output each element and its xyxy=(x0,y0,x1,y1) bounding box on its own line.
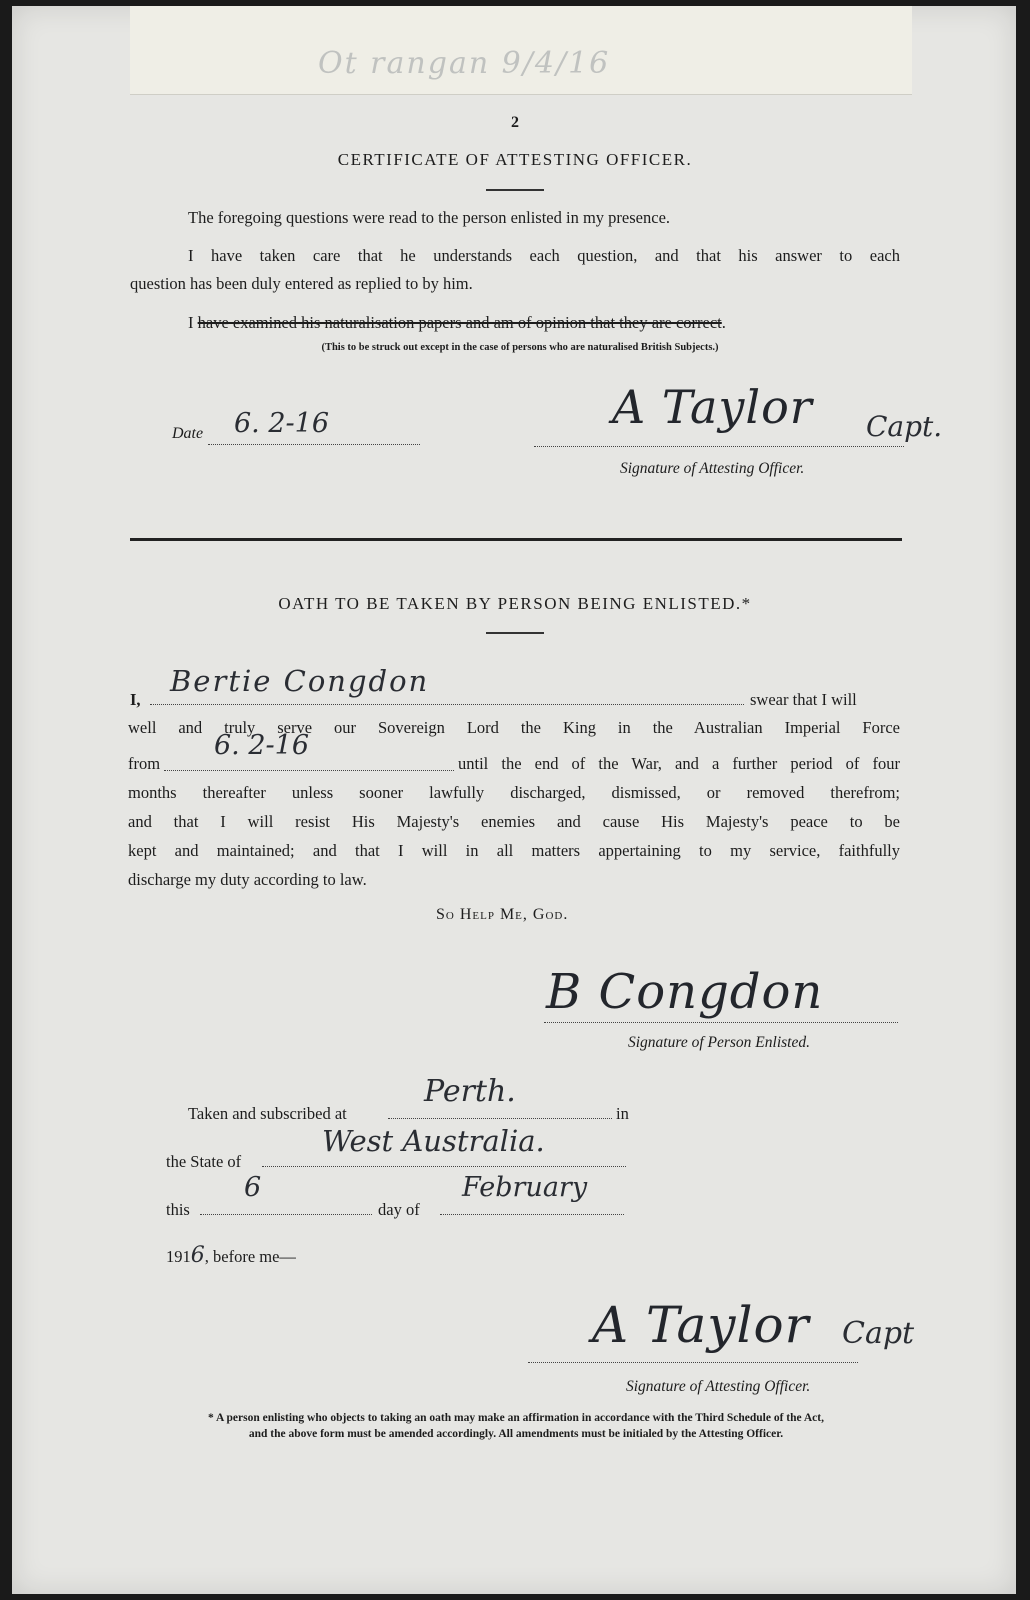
footnote-line-1: * A person enlisting who objects to taking an oath may make an affirmation in accordance with the Third Schedule of the Act, xyxy=(207,1412,824,1424)
oath-line-3: until the end of the War, and a further period of four xyxy=(458,754,900,773)
page-number: 2 xyxy=(511,114,519,131)
officer-signature: A Taylor xyxy=(612,380,813,434)
swear-text: swear that I will xyxy=(750,690,857,709)
para-3-suffix: . xyxy=(721,313,726,332)
oath-line-7: discharge my duty according to law. xyxy=(128,870,367,889)
place-handwritten: Perth. xyxy=(424,1074,516,1109)
certificate-para-3 xyxy=(188,309,726,337)
final-officer-signature: A Taylor xyxy=(592,1296,810,1354)
oath-line-5: and that I will resist His Majesty's enemies and cause His Majesty's peace to be xyxy=(128,812,900,831)
oath-line-6: kept and maintained; and that I will in all matters appertaining to my service, faithfully xyxy=(128,841,900,860)
from-label: from xyxy=(128,754,161,773)
date-label: Date xyxy=(172,425,204,442)
certificate-para-1: The foregoing questions were read to the person enlisted in my presence. xyxy=(188,208,671,227)
day-of-label: day of xyxy=(378,1200,420,1219)
year-prefix: 191 xyxy=(166,1247,191,1266)
title-divider xyxy=(486,189,544,191)
day-handwritten: 6 xyxy=(244,1172,262,1203)
oath-pronoun: I, xyxy=(130,690,141,709)
before-me-text: , before me— xyxy=(204,1247,296,1266)
state-label: the State of xyxy=(166,1152,242,1171)
taken-label: Taken and subscribed at xyxy=(188,1104,347,1123)
so-help-me-god: So Help Me, God. xyxy=(436,906,569,923)
certificate-title: CERTIFICATE OF ATTESTING OFFICER. xyxy=(337,150,693,169)
month-handwritten: February xyxy=(462,1172,588,1203)
enlistee-name: Bertie Congdon xyxy=(170,664,430,698)
oath-line-2: well and truly serve our Sovereign Lord the King in the Australian Imperial Force xyxy=(128,718,900,737)
this-label: this xyxy=(166,1200,190,1219)
state-handwritten: West Australia. xyxy=(322,1124,545,1158)
from-date: 6. 2-16 xyxy=(214,730,310,761)
final-officer-rank: Capt xyxy=(842,1316,915,1351)
date-handwritten: 6. 2-16 xyxy=(234,408,330,439)
enlistee-signature: B Congdon xyxy=(546,964,824,1020)
certificate-para-2-line-2: question has been duly entered as replied to by him. xyxy=(130,274,473,293)
in-label: in xyxy=(616,1104,629,1123)
oath-title: OATH TO BE TAKEN BY PERSON BEING ENLISTED.* xyxy=(278,594,752,613)
certificate-para-2-line-1: I have taken care that he understands each question, and that his answer to each xyxy=(188,246,900,265)
para-3-prefix: I xyxy=(188,313,194,332)
footnote-line-2: and the above form must be amended accordingly. All amendments must be initialed by the Attesting Officer. xyxy=(248,1428,784,1440)
oath-title-divider xyxy=(486,632,544,634)
footnote xyxy=(130,1410,902,1442)
officer-signature-label: Signature of Attesting Officer. xyxy=(620,460,805,477)
strike-out-note: (This to be struck out except in the case of persons who are naturalised British Subjects.) xyxy=(321,342,719,353)
officer-rank: Capt. xyxy=(866,410,943,443)
year-digit-handwritten: 6 xyxy=(190,1243,205,1268)
pencil-annotation: Ot rangan 9/4/16 xyxy=(318,46,611,81)
struck-naturalisation-text: have examined his naturalisation papers and am of opinion that they are correct xyxy=(197,313,722,332)
final-officer-signature-label: Signature of Attesting Officer. xyxy=(626,1378,811,1395)
section-divider xyxy=(130,538,902,541)
oath-line-4: months thereafter unless sooner lawfully discharged, dismissed, or removed therefrom; xyxy=(128,783,900,802)
year-line xyxy=(166,1242,296,1271)
enlistee-signature-label: Signature of Person Enlisted. xyxy=(628,1034,810,1051)
day-dotted-line xyxy=(200,1196,372,1215)
